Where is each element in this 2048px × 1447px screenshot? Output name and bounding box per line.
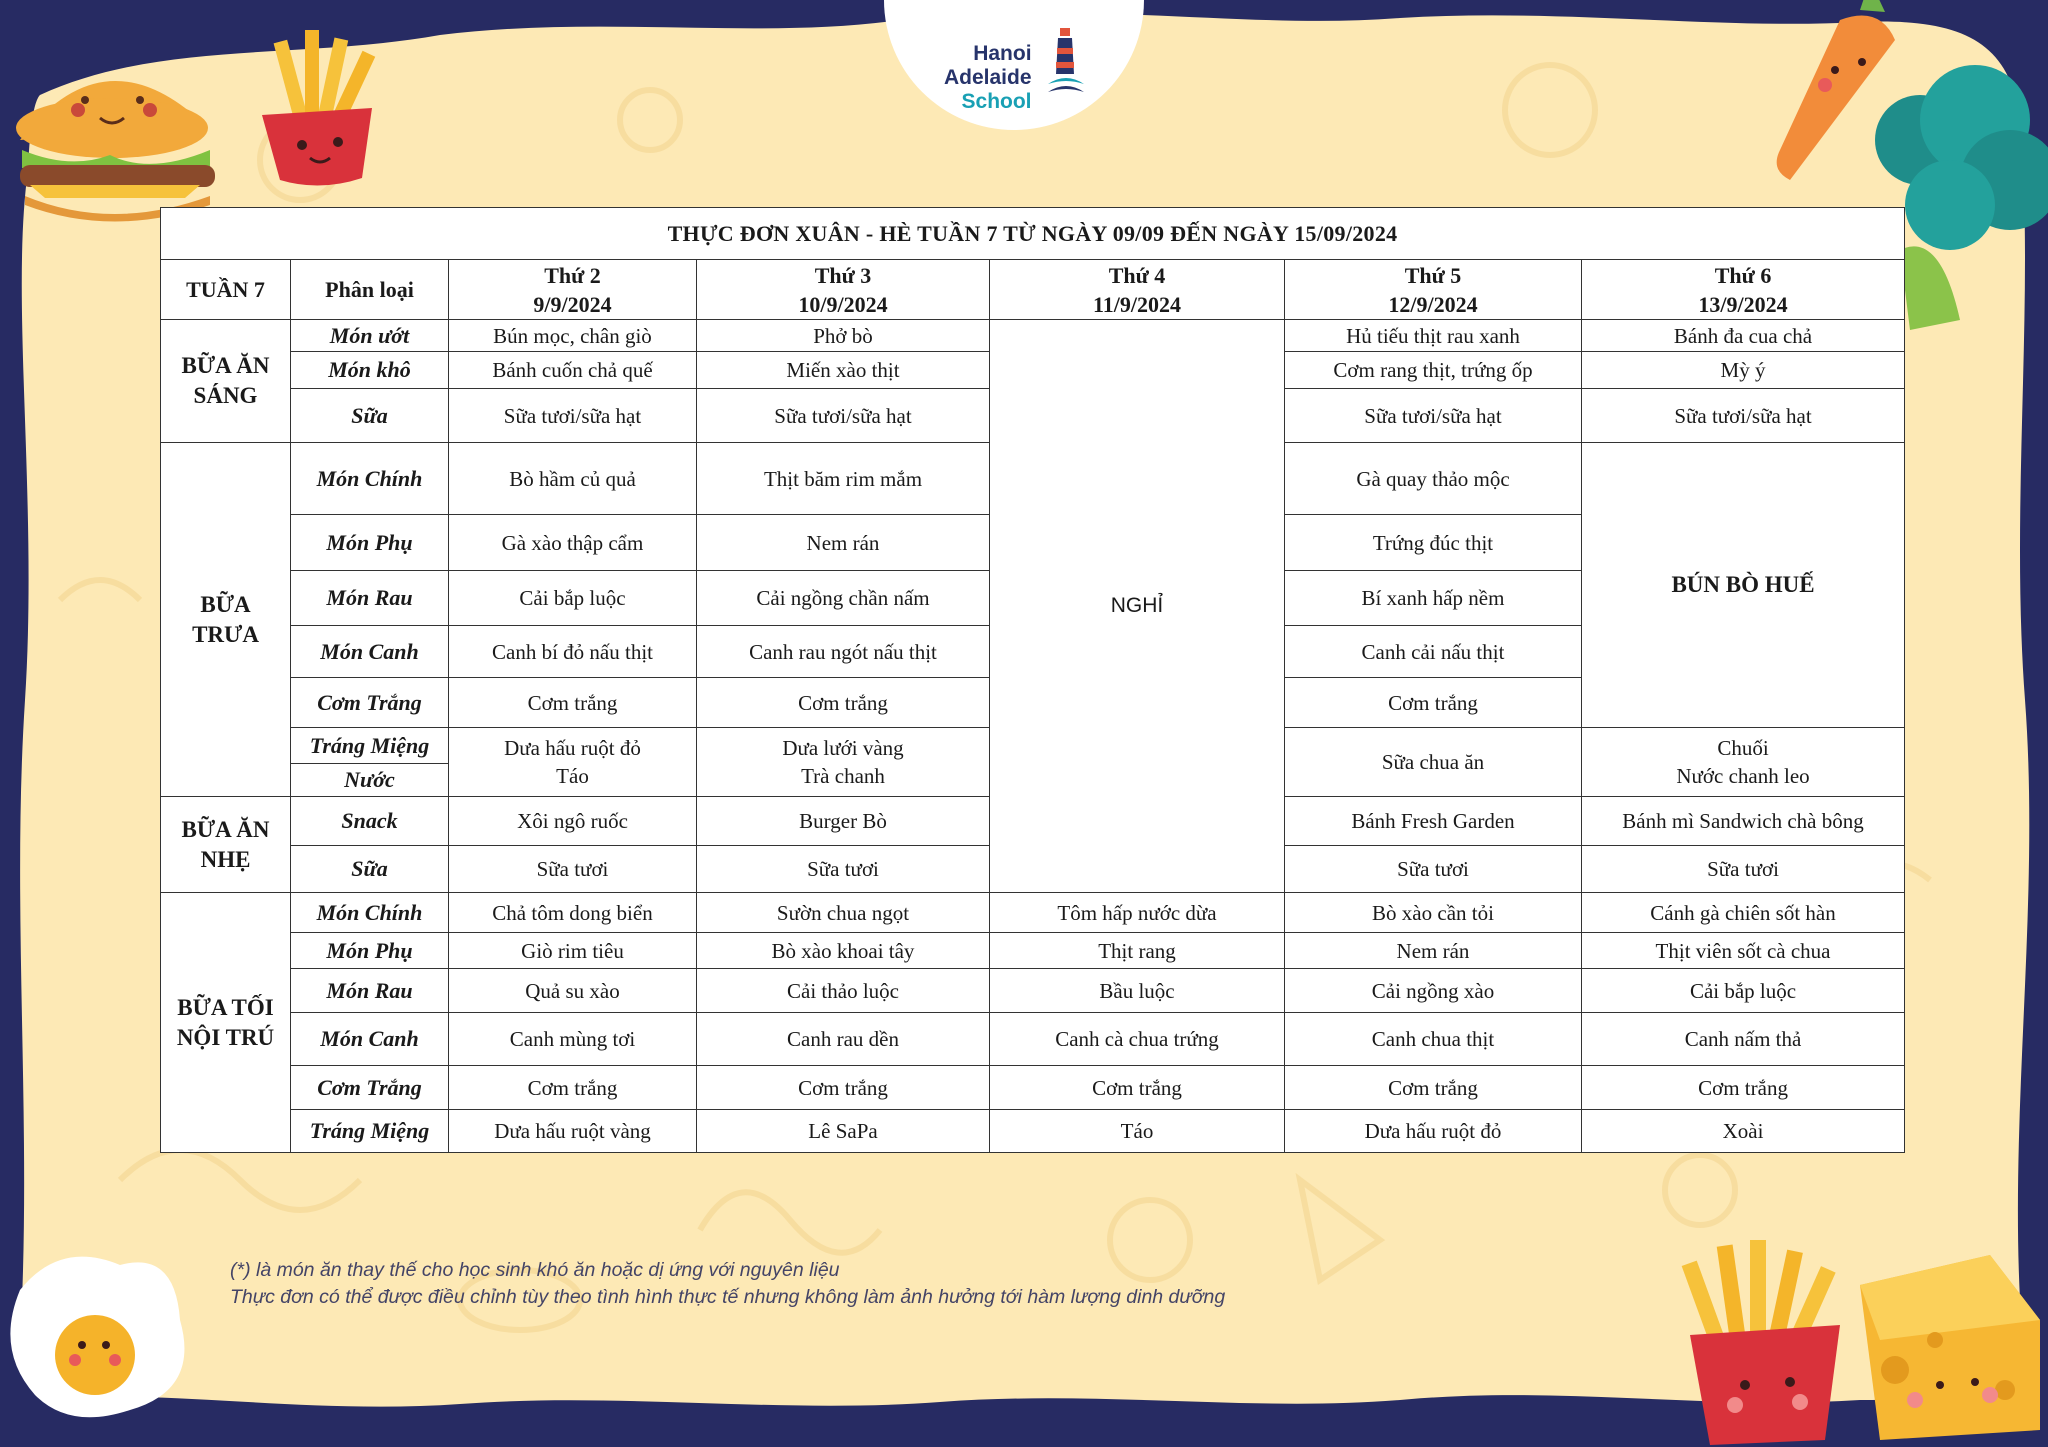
menu-cell: Cải thảo luộc [697, 969, 990, 1013]
day-header-tue: Thứ 3 10/9/2024 [697, 260, 990, 320]
table-row [161, 1013, 1905, 1066]
category-label: Món Chính [291, 893, 449, 933]
menu-cell: Dưa hấu ruột đỏ [1285, 1110, 1582, 1153]
menu-cell: Giò rim tiêu [449, 933, 697, 969]
category-label: Tráng Miệng [291, 728, 449, 764]
menu-cell: Cơm trắng [1285, 1066, 1582, 1110]
menu-cell: Cơm trắng [449, 1066, 697, 1110]
category-label: Món Chính [291, 443, 449, 515]
category-header: Phân loại [291, 260, 449, 320]
menu-cell: Sữa tươi/sữa hạt [1582, 389, 1905, 443]
menu-cell: Sữa tươi [1285, 846, 1582, 893]
title-row [161, 208, 1905, 260]
category-label: Món khô [291, 352, 449, 389]
logo-line-3: School [961, 90, 1032, 113]
menu-cell: Xoài [1582, 1110, 1905, 1153]
category-label: Món Phụ [291, 933, 449, 969]
table-row [161, 893, 1905, 933]
menu-cell: Gà quay thảo mộc [1285, 443, 1582, 515]
lighthouse-icon [1046, 26, 1086, 98]
category-label: Snack [291, 797, 449, 846]
group-dinner: BỮA TỐI NỘI TRÚ [161, 893, 291, 1153]
menu-cell: Trứng đúc thịt [1285, 515, 1582, 571]
table-row [161, 320, 1905, 352]
menu-cell: Burger Bò [697, 797, 990, 846]
menu-cell: Cải ngồng chần nấm [697, 571, 990, 626]
egg-illustration [10, 1257, 184, 1418]
table-row [161, 933, 1905, 969]
menu-cell: Canh chua thịt [1285, 1013, 1582, 1066]
table-row [161, 1066, 1905, 1110]
menu-cell: Miến xào thịt [697, 352, 990, 389]
menu-cell: Sữa tươi/sữa hạt [449, 389, 697, 443]
menu-cell: Bò hầm củ quả [449, 443, 697, 515]
menu-cell: Sữa tươi [449, 846, 697, 893]
category-label: Món ướt [291, 320, 449, 352]
menu-cell: Sữa tươi [697, 846, 990, 893]
category-label: Sữa [291, 846, 449, 893]
menu-cell: Hủ tiếu thịt rau xanh [1285, 320, 1582, 352]
group-snack: BỮA ĂN NHẸ [161, 797, 291, 893]
logo-line-2: Adelaide [944, 66, 1032, 89]
logo-line-1: Hanoi [973, 42, 1032, 65]
menu-cell: Phở bò [697, 320, 990, 352]
category-label: Nước [291, 764, 449, 797]
menu-cell: Cơm rang thịt, trứng ốp [1285, 352, 1582, 389]
header-row [161, 260, 1905, 320]
menu-cell: Lê SaPa [697, 1110, 990, 1153]
category-label: Món Rau [291, 969, 449, 1013]
footnote-line-2: Thực đơn có thể được điều chỉnh tùy theo tình hình thực tế nhưng không làm ảnh hưởng tới hàm lượng dinh dưỡng [230, 1286, 1226, 1308]
day-header-fri: Thứ 6 13/9/2024 [1582, 260, 1905, 320]
menu-cell: Cơm trắng [697, 678, 990, 728]
wednesday-off-cell: NGHỈ [990, 320, 1285, 893]
school-logo [944, 42, 1032, 114]
menu-cell: Bún mọc, chân giò [449, 320, 697, 352]
menu-cell: Cải bắp luộc [449, 571, 697, 626]
friday-lunch-cell: BÚN BÒ HUẾ [1582, 443, 1905, 728]
menu-cell: Sườn chua ngọt [697, 893, 990, 933]
menu-cell: Thịt băm rim mắm [697, 443, 990, 515]
footnote-line-1: (*) là món ăn thay thế cho học sinh khó ăn hoặc dị ứng với nguyên liệu [230, 1259, 840, 1281]
menu-cell: Dưa hấu ruột đỏ Táo [449, 728, 697, 797]
menu-cell: Nem rán [697, 515, 990, 571]
menu-cell: Gà xào thập cẩm [449, 515, 697, 571]
menu-cell: Dưa hấu ruột vàng [449, 1110, 697, 1153]
menu-cell: Táo [990, 1110, 1285, 1153]
menu-title: THỰC ĐƠN XUÂN - HÈ TUẦN 7 TỪ NGÀY 09/09 ĐẾN NGÀY 15/09/2024 [161, 208, 1905, 260]
group-breakfast: BỮA ĂN SÁNG [161, 320, 291, 443]
menu-cell: Cánh gà chiên sốt hàn [1582, 893, 1905, 933]
category-label: Món Canh [291, 626, 449, 678]
menu-cell: Chả tôm dong biển [449, 893, 697, 933]
group-lunch: BỮA TRƯA [161, 443, 291, 797]
menu-cell: Sữa tươi/sữa hạt [1285, 389, 1582, 443]
category-label: Cơm Trắng [291, 1066, 449, 1110]
menu-cell: Bánh cuốn chả quế [449, 352, 697, 389]
day-header-wed: Thứ 4 11/9/2024 [990, 260, 1285, 320]
menu-cell: Sữa tươi [1582, 846, 1905, 893]
day-header-mon: Thứ 2 9/9/2024 [449, 260, 697, 320]
menu-cell: Canh mùng tơi [449, 1013, 697, 1066]
menu-table [160, 207, 1905, 1153]
menu-cell: Canh cải nấu thịt [1285, 626, 1582, 678]
category-label: Cơm Trắng [291, 678, 449, 728]
menu-cell: Cơm trắng [1582, 1066, 1905, 1110]
menu-cell: Canh nấm thả [1582, 1013, 1905, 1066]
menu-cell: Thịt viên sốt cà chua [1582, 933, 1905, 969]
category-label: Món Rau [291, 571, 449, 626]
menu-cell: Cơm trắng [1285, 678, 1582, 728]
menu-cell: Xôi ngô ruốc [449, 797, 697, 846]
footnotes [230, 1257, 1225, 1311]
menu-cell: Cải bắp luộc [1582, 969, 1905, 1013]
menu-cell: Chuối Nước chanh leo [1582, 728, 1905, 797]
menu-cell: Nem rán [1285, 933, 1582, 969]
menu-cell: Cơm trắng [449, 678, 697, 728]
menu-cell: Bò xào cần tỏi [1285, 893, 1582, 933]
menu-cell: Quả su xào [449, 969, 697, 1013]
table-row [161, 1110, 1905, 1153]
menu-cell: Canh rau ngót nấu thịt [697, 626, 990, 678]
category-label: Tráng Miệng [291, 1110, 449, 1153]
menu-cell: Dưa lưới vàng Trà chanh [697, 728, 990, 797]
menu-cell: Canh cà chua trứng [990, 1013, 1285, 1066]
menu-cell: Cơm trắng [697, 1066, 990, 1110]
menu-cell: Cơm trắng [990, 1066, 1285, 1110]
category-label: Sữa [291, 389, 449, 443]
category-label: Món Phụ [291, 515, 449, 571]
category-label: Món Canh [291, 1013, 449, 1066]
day-header-thu: Thứ 5 12/9/2024 [1285, 260, 1582, 320]
menu-cell: Canh bí đỏ nấu thịt [449, 626, 697, 678]
menu-cell: Cải ngồng xào [1285, 969, 1582, 1013]
menu-cell: Bánh đa cua chả [1582, 320, 1905, 352]
menu-cell: Bí xanh hấp nềm [1285, 571, 1582, 626]
menu-cell: Sữa chua ăn [1285, 728, 1582, 797]
menu-cell: Bầu luộc [990, 969, 1285, 1013]
week-header: TUẦN 7 [161, 260, 291, 320]
menu-cell: Canh rau dền [697, 1013, 990, 1066]
menu-cell: Tôm hấp nước dừa [990, 893, 1285, 933]
menu-cell: Mỳ ý [1582, 352, 1905, 389]
menu-cell: Sữa tươi/sữa hạt [697, 389, 990, 443]
table-row [161, 969, 1905, 1013]
menu-cell: Bánh mì Sandwich chà bông [1582, 797, 1905, 846]
menu-cell: Thịt rang [990, 933, 1285, 969]
menu-cell: Bánh Fresh Garden [1285, 797, 1582, 846]
menu-cell: Bò xào khoai tây [697, 933, 990, 969]
